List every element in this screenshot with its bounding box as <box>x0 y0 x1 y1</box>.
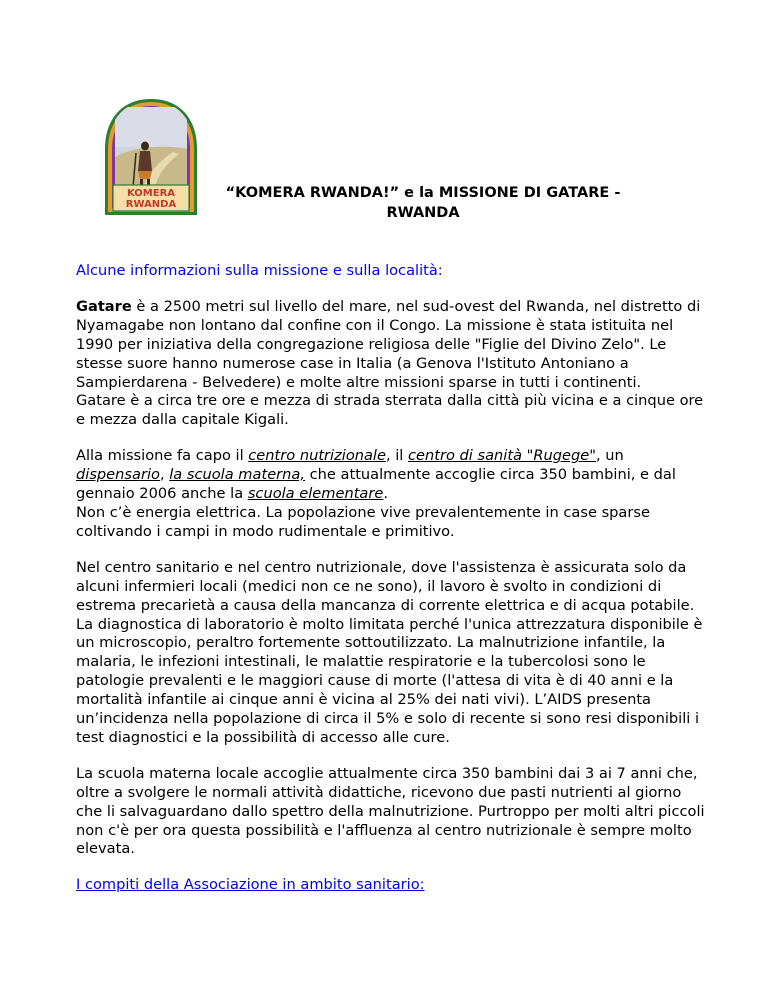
link-centro-nutrizionale[interactable]: centro nutrizionale <box>248 447 386 465</box>
link-scuola-materna[interactable]: la scuola materna, <box>169 466 306 484</box>
text-fragment: , il <box>385 447 408 465</box>
paragraph-missione-text-2: Non c’è energia elettrica. La popolazione vive prevalentemente in case sparse coltivando i campi in modo rudimentale e primitivo. <box>76 503 650 540</box>
text-fragment: . <box>383 485 388 503</box>
text-fragment: , un <box>595 447 624 465</box>
svg-text:KOMERA: KOMERA <box>126 188 176 199</box>
title-line-1: “KOMERA RWANDA!” e la MISSIONE DI GATARE - <box>225 185 621 201</box>
komera-rwanda-logo <box>103 97 199 217</box>
link-dispensario[interactable]: dispensario <box>76 466 160 484</box>
paragraph-scuola: La scuola materna locale accoglie attualmente circa 350 bambini dai 3 ai 7 anni che, oltre a svolgere le normali attività didattiche, ricevono due pasti nutrienti al giorno che li salvaguardano dallo spettro della malnutrizione. Purtroppo per molti altri piccoli non c'è per ora questa possibilità e l'affluenza al centro nutrizionale è sempre molto elevata. <box>76 764 705 858</box>
section-heading-info[interactable]: Alcune informazioni sulla missione e sulla località: <box>76 262 443 279</box>
link-centro-sanita[interactable]: centro di sanità "Rugege" <box>408 447 596 465</box>
paragraph-gatare-text-2: Gatare è a circa tre ore e mezza di strada sterrata dalla città più vicina e a cinque ore e mezza dalla capitale Kigali. <box>76 392 704 429</box>
paragraph-gatare <box>76 298 708 430</box>
gatare-bold: Gatare <box>76 297 132 315</box>
paragraph-sanita: Nel centro sanitario e nel centro nutrizionale, dove l'assistenza è assicurata solo da alcuni infermieri locali (medici non ce ne sono), il lavoro è svolto in condizioni di estrema precarietà a causa della mancanza di corrente elettrica e di acqua potabile. La diagnostica di laboratorio è molto limitata perché l'unica attrezzatura disponibile è un microscopio, peraltro fortemente sottoutilizzato. La malnutrizione infantile, la malaria, le infezioni intestinali, le malattie respiratorie e la tubercolosi sono le patologie prevalenti e le maggiori cause di morte (l'attesa di vita è di 40 anni e la mortalità infantile ai cinque anni è vicina al 25% dei nati vivi). L’AIDS presenta un’incidenza nella popolazione di circa il 5% e solo di recente si sono resi disponibili i test diagnostici e la possibilità di accesso alle cure. <box>76 558 703 746</box>
text-fragment: che attualmente accoglie circa 350 bambini, e dal gennaio 2006 anche la <box>76 466 676 503</box>
paragraph-missione <box>76 447 708 542</box>
page-title <box>214 183 632 223</box>
svg-text:RWANDA: RWANDA <box>125 199 177 210</box>
section-heading-compiti[interactable]: I compiti della Associazione in ambito sanitario: <box>76 876 425 894</box>
paragraph-gatare-text: è a 2500 metri sul livello del mare, nel sud-ovest del Rwanda, nel distretto di Nyamagabe non lontano dal confine con il Congo. La missione è stata istituita nel 1990 per iniziativa della congregazione religiosa delle "Figlie del Divino Zelo". Le stesse suore hanno numerose case in Italia (a Genova l'Istituto Antoniano a Sampierdarena - Belvedere) e molte altre missioni sparse in tutti i continenti. <box>76 297 701 391</box>
title-line-2: RWANDA <box>386 205 460 221</box>
text-fragment: Alla missione fa capo il <box>76 447 249 465</box>
text-fragment: , <box>159 466 170 484</box>
document-body <box>76 262 708 895</box>
link-scuola-elementare[interactable]: scuola elementare <box>247 485 384 503</box>
